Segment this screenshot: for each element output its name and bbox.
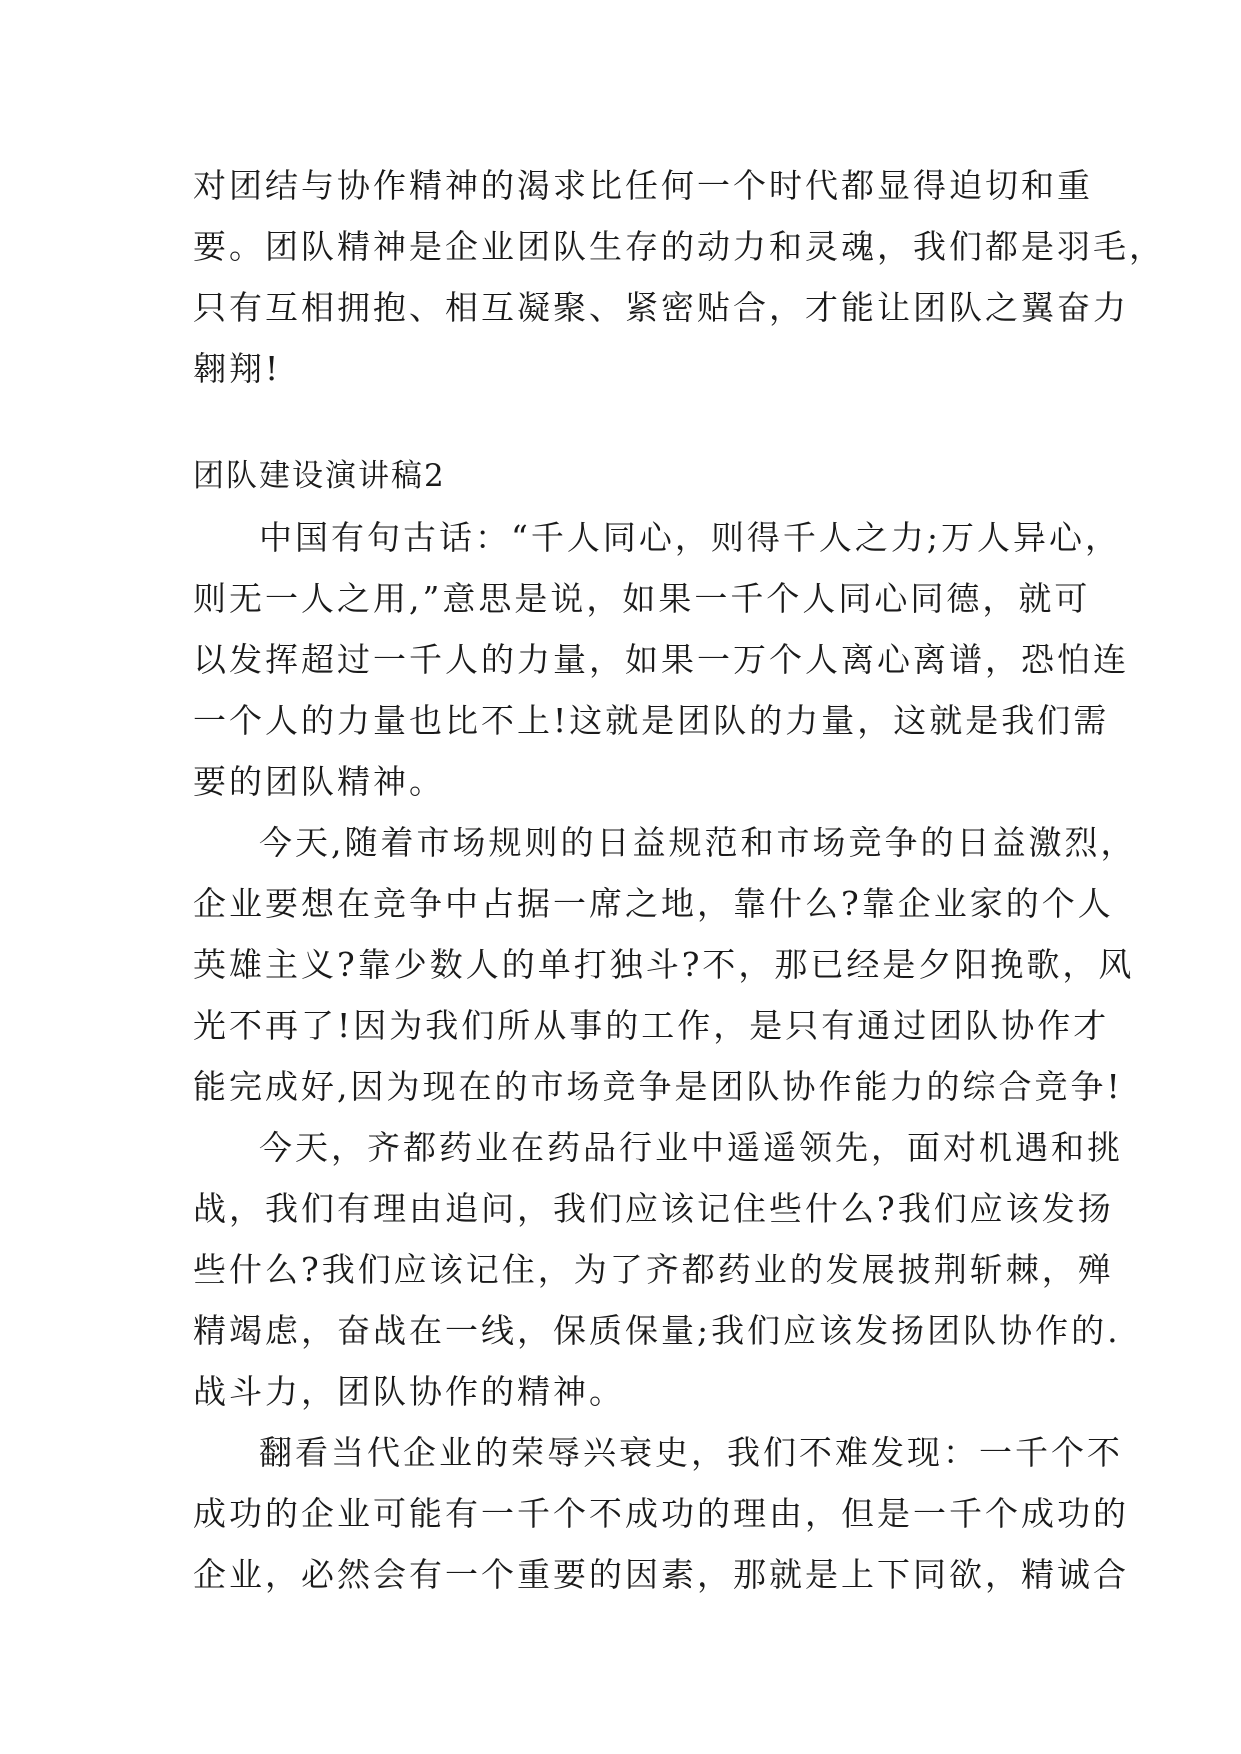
paragraph-line: 光不再了!因为我们所从事的工作，是只有通过团队协作才: [193, 1006, 1110, 1045]
paragraph-line: 企业，必然会有一个重要的因素，那就是上下同欲，精诚合: [193, 1555, 1129, 1594]
paragraph-line: 精竭虑，奋战在一线，保质保量;我们应该发扬团队协作的.: [193, 1311, 1121, 1350]
paragraph-3: [193, 1117, 1123, 1422]
paragraph-line: 战，我们有理由追问，我们应该记住些什么?我们应该发扬: [193, 1189, 1114, 1228]
paragraph-line: 些什么?我们应该记住，为了齐都药业的发展披荆斩棘，殚: [193, 1250, 1114, 1289]
paragraph-line: 成功的企业可能有一千个不成功的理由，但是一千个成功的: [193, 1494, 1129, 1533]
paragraph-line: 企业要想在竞争中占据一席之地，靠什么?靠企业家的个人: [193, 884, 1114, 923]
paragraph-line: 今天，齐都药业在药品行业中遥遥领先，面对机遇和挑: [259, 1128, 1123, 1167]
intro-paragraph: [193, 155, 1165, 399]
paragraph-line: 能完成好,因为现在的市场竞争是团队协作能力的综合竞争!: [193, 1067, 1123, 1106]
paragraph-line: 只有互相拥抱、相互凝聚、紧密贴合，才能让团队之翼奋力: [193, 288, 1129, 327]
paragraph-line: 一个人的力量也比不上!这就是团队的力量，这就是我们需: [193, 701, 1110, 740]
paragraph-line: 翱翔!: [193, 349, 282, 388]
paragraph-line: 翻看当代企业的荣辱兴衰史，我们不难发现：一千个不: [259, 1433, 1123, 1472]
paragraph-4: [193, 1422, 1129, 1605]
paragraph-line: 则无一人之用,”意思是说，如果一千个人同心同德，就可: [193, 579, 1091, 618]
paragraph-2: [193, 812, 1137, 1117]
paragraph-line: 要的团队精神。: [193, 762, 445, 801]
paragraph-line: 要。团队精神是企业团队生存的动力和灵魂，我们都是羽毛，: [193, 227, 1165, 266]
paragraph-line: 英雄主义?靠少数人的单打独斗?不，那已经是夕阳挽歌，风: [193, 945, 1135, 984]
paragraph-line: 对团结与协作精神的渴求比任何一个时代都显得迫切和重: [193, 166, 1093, 205]
paragraph-line: 以发挥超过一千人的力量，如果一万个人离心离谱，恐怕连: [193, 640, 1129, 679]
paragraph-line: 今天,随着市场规则的日益规范和市场竞争的日益激烈，: [259, 823, 1137, 862]
section-heading: 团队建设演讲稿2: [193, 458, 446, 494]
paragraph-1: [193, 507, 1129, 812]
paragraph-line: 战斗力，团队协作的精神。: [193, 1372, 625, 1411]
paragraph-line: 中国有句古话：“千人同心，则得千人之力;万人异心，: [259, 518, 1121, 557]
